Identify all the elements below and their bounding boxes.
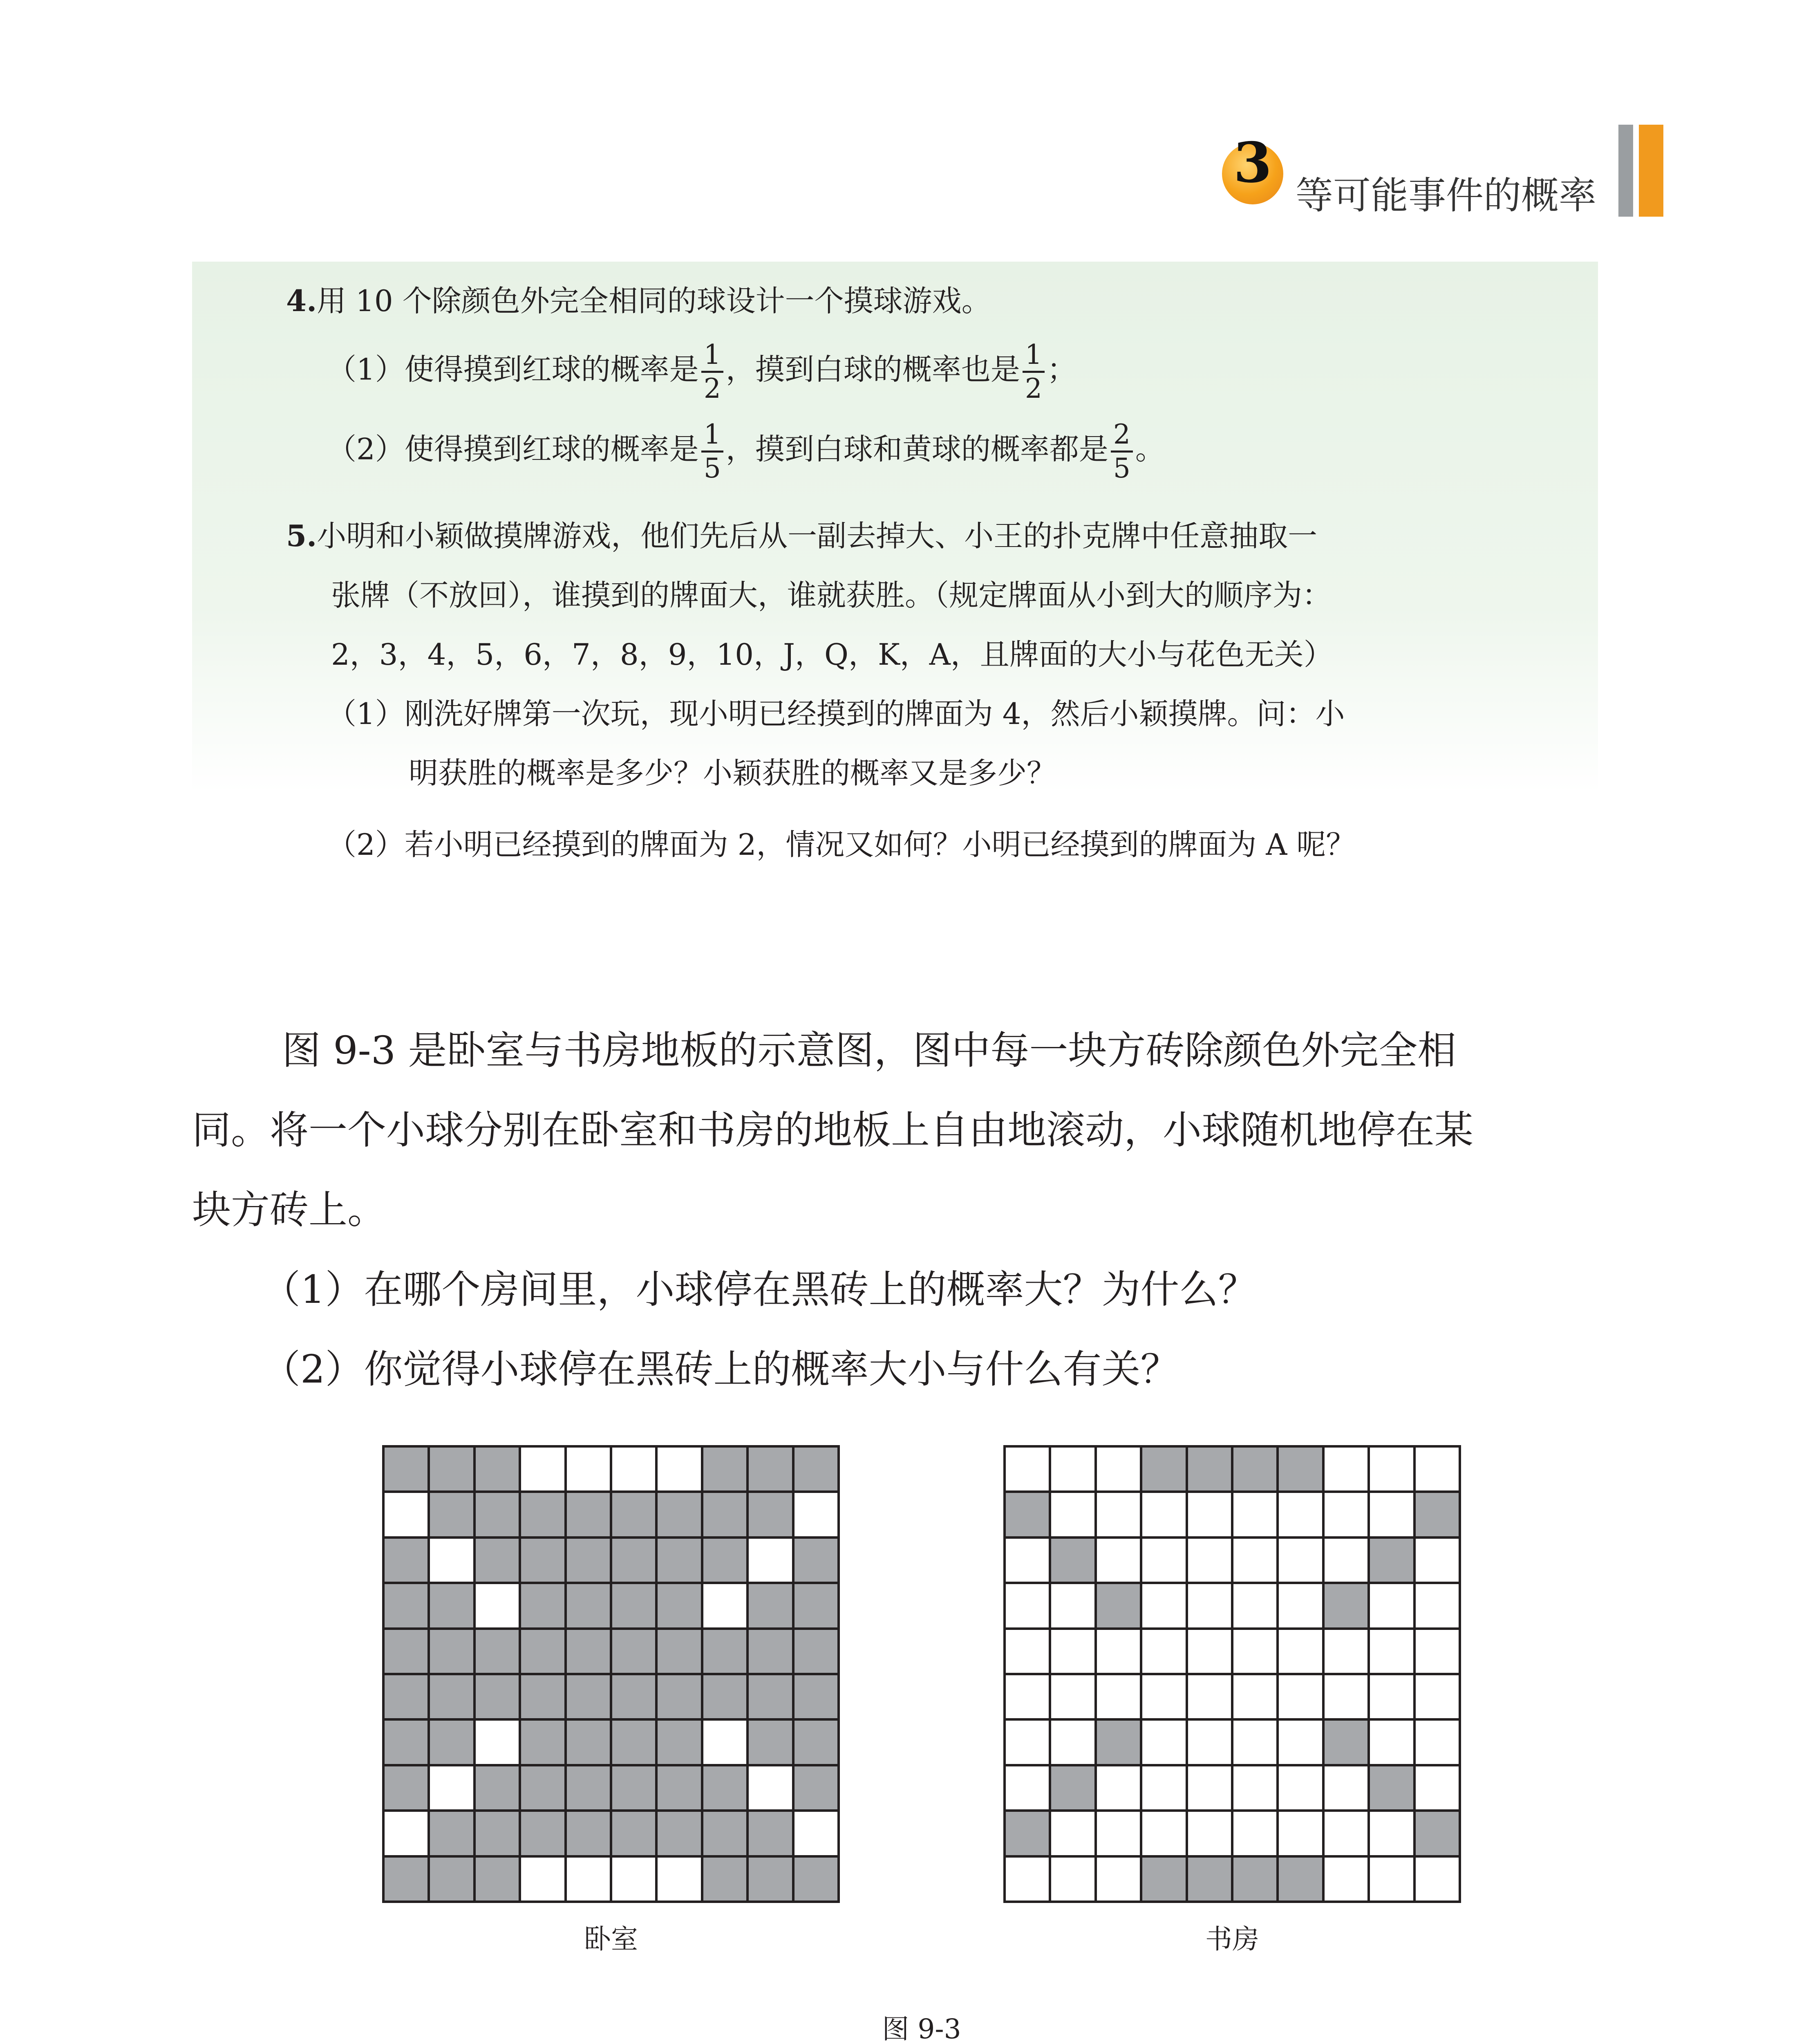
exercise-5-part-1-line-1: （1）刚洗好牌第一次玩，现小明已经摸到的牌面为 4，然后小颖摸牌。问：小 (327, 697, 1345, 731)
dark-tile (658, 1630, 700, 1673)
white-tile (1006, 1584, 1049, 1627)
dark-tile (430, 1448, 473, 1490)
section-title: 等可能事件的概率 (1296, 174, 1597, 217)
white-tile (1325, 1539, 1367, 1582)
white-tile (703, 1721, 746, 1764)
numerator: 1 (701, 421, 723, 453)
dark-tile (1325, 1584, 1367, 1627)
dark-tile (476, 1539, 519, 1582)
dark-tile (567, 1493, 610, 1536)
dark-tile (1051, 1766, 1094, 1809)
white-tile (1188, 1766, 1231, 1809)
dark-tile (658, 1584, 700, 1627)
white-tile (476, 1721, 519, 1764)
white-tile (749, 1539, 792, 1582)
part-label: （1）使得摸到红球的概率是 (327, 352, 699, 387)
white-tile (1416, 1766, 1459, 1809)
dark-tile (385, 1858, 427, 1901)
dark-tile (521, 1766, 564, 1809)
dark-tile (1188, 1858, 1231, 1901)
white-tile (1188, 1493, 1231, 1536)
white-tile (1233, 1812, 1276, 1855)
paragraph-line: 图 9-3 是卧室与书房地板的示意图，图中每一块方砖除颜色外完全相 (282, 1028, 1457, 1073)
dark-tile (1006, 1493, 1049, 1536)
white-tile (1188, 1630, 1231, 1673)
white-tile (1279, 1493, 1322, 1536)
white-tile (612, 1448, 655, 1490)
white-tile (1051, 1630, 1094, 1673)
white-tile (476, 1584, 519, 1627)
white-tile (1188, 1675, 1231, 1718)
dark-tile (476, 1766, 519, 1809)
dark-tile (612, 1493, 655, 1536)
dark-tile (794, 1630, 837, 1673)
dark-tile (385, 1584, 427, 1627)
dark-tile (385, 1721, 427, 1764)
white-tile (430, 1539, 473, 1582)
white-tile (1233, 1584, 1276, 1627)
dark-tile (1233, 1448, 1276, 1490)
numerator: 2 (1111, 421, 1133, 453)
dark-tile (1416, 1493, 1459, 1536)
white-tile (1416, 1675, 1459, 1718)
white-tile (1416, 1448, 1459, 1490)
dark-tile (476, 1630, 519, 1673)
exercise-4-stem (286, 283, 991, 318)
fraction (701, 421, 723, 482)
dark-tile (612, 1721, 655, 1764)
dark-tile (703, 1766, 746, 1809)
dark-tile (794, 1766, 837, 1809)
dark-tile (749, 1858, 792, 1901)
paragraph-line: 同。将一个小球分别在卧室和书房的地板上自由地滚动，小球随机地停在某 (192, 1108, 1474, 1153)
dark-tile (794, 1448, 837, 1490)
dark-tile (476, 1448, 519, 1490)
dark-tile (430, 1721, 473, 1764)
denominator: 2 (1025, 373, 1042, 404)
white-tile (1279, 1812, 1322, 1855)
white-tile (1142, 1766, 1185, 1809)
white-tile (1370, 1493, 1413, 1536)
part-text: ，摸到白球和黄球的概率都是 (725, 432, 1108, 466)
white-tile (1279, 1539, 1322, 1582)
dark-tile (567, 1584, 610, 1627)
dark-tile (476, 1812, 519, 1855)
dark-tile (703, 1858, 746, 1901)
white-tile (1097, 1493, 1140, 1536)
numerator: 1 (701, 341, 723, 373)
white-tile (1279, 1584, 1322, 1627)
white-tile (1006, 1448, 1049, 1490)
white-tile (1051, 1448, 1094, 1490)
white-tile (1097, 1675, 1140, 1718)
white-tile (1097, 1766, 1140, 1809)
white-tile (385, 1493, 427, 1536)
dark-tile (385, 1766, 427, 1809)
white-tile (1006, 1630, 1049, 1673)
question-1: （1）在哪个房间里，小球停在黑砖上的概率大？为什么？ (262, 1267, 1257, 1312)
white-tile (1051, 1812, 1094, 1855)
white-tile (1325, 1675, 1367, 1718)
dark-tile (521, 1721, 564, 1764)
white-tile (1279, 1630, 1322, 1673)
white-tile (1188, 1721, 1231, 1764)
dark-tile (476, 1675, 519, 1718)
white-tile (658, 1448, 700, 1490)
white-tile (1142, 1721, 1185, 1764)
dark-tile (430, 1812, 473, 1855)
white-tile (1325, 1630, 1367, 1673)
white-tile (1370, 1448, 1413, 1490)
dark-tile (521, 1675, 564, 1718)
dark-tile (749, 1448, 792, 1490)
dark-tile (567, 1812, 610, 1855)
dark-tile (1279, 1448, 1322, 1490)
white-tile (1097, 1812, 1140, 1855)
denominator: 5 (1113, 453, 1130, 484)
white-tile (1051, 1584, 1094, 1627)
dark-tile (612, 1630, 655, 1673)
dark-tile (521, 1812, 564, 1855)
white-tile (1233, 1766, 1276, 1809)
dark-tile (703, 1675, 746, 1718)
dark-tile (703, 1812, 746, 1855)
exercise-5-part-2: （2）若小明已经摸到的牌面为 2，情况又如何？小明已经摸到的牌面为 A 呢？ (327, 827, 1356, 862)
dark-tile (567, 1630, 610, 1673)
denominator: 5 (703, 453, 721, 484)
header-gray-bar (1618, 125, 1633, 217)
dark-tile (749, 1812, 792, 1855)
white-tile (1006, 1539, 1049, 1582)
white-tile (1279, 1675, 1322, 1718)
dark-tile (1370, 1766, 1413, 1809)
fraction (1111, 421, 1133, 482)
part-label: （2）使得摸到红球的概率是 (327, 432, 699, 466)
white-tile (1142, 1584, 1185, 1627)
dark-tile (1142, 1448, 1185, 1490)
dark-tile (703, 1539, 746, 1582)
dark-tile (703, 1493, 746, 1536)
question-2: （2）你觉得小球停在黑砖上的概率大小与什么有关？ (262, 1347, 1179, 1392)
study-caption: 书房 (1205, 1923, 1259, 1955)
header-orange-bar (1639, 125, 1663, 217)
dark-tile (1279, 1858, 1322, 1901)
white-tile (1188, 1584, 1231, 1627)
dark-tile (430, 1675, 473, 1718)
white-tile (1233, 1675, 1276, 1718)
paragraph-line: 块方砖上。 (192, 1188, 387, 1233)
exercise-5-part-1-line-2: 明获胜的概率是多少？小颖获胜的概率又是多少？ (409, 756, 1056, 790)
denominator: 2 (703, 373, 721, 404)
dark-tile (1188, 1448, 1231, 1490)
dark-tile (749, 1493, 792, 1536)
white-tile (1370, 1630, 1413, 1673)
dark-tile (794, 1721, 837, 1764)
part-text: ； (1047, 352, 1076, 387)
dark-tile (567, 1675, 610, 1718)
dark-tile (612, 1812, 655, 1855)
dark-tile (703, 1630, 746, 1673)
white-tile (1325, 1858, 1367, 1901)
white-tile (1142, 1630, 1185, 1673)
white-tile (1188, 1539, 1231, 1582)
exercise-5-line-2: 张牌（不放回），谁摸到的牌面大，谁就获胜。（规定牌面从小到大的顺序为： (331, 578, 1332, 612)
white-tile (1233, 1493, 1276, 1536)
dark-tile (794, 1584, 837, 1627)
dark-tile (1097, 1721, 1140, 1764)
exercise-number: 4. (286, 283, 317, 318)
white-tile (1051, 1493, 1094, 1536)
dark-tile (521, 1630, 564, 1673)
bedroom-caption: 卧室 (584, 1923, 638, 1955)
white-tile (1142, 1812, 1185, 1855)
dark-tile (430, 1858, 473, 1901)
white-tile (1233, 1539, 1276, 1582)
white-tile (1370, 1584, 1413, 1627)
dark-tile (658, 1539, 700, 1582)
white-tile (1097, 1630, 1140, 1673)
white-tile (703, 1584, 746, 1627)
white-tile (1051, 1858, 1094, 1901)
white-tile (1370, 1675, 1413, 1718)
white-tile (1325, 1448, 1367, 1490)
white-tile (1325, 1766, 1367, 1809)
dark-tile (476, 1858, 519, 1901)
dark-tile (567, 1539, 610, 1582)
dark-tile (567, 1766, 610, 1809)
dark-tile (521, 1539, 564, 1582)
white-tile (1416, 1721, 1459, 1764)
dark-tile (612, 1766, 655, 1809)
white-tile (1233, 1630, 1276, 1673)
white-tile (1416, 1630, 1459, 1673)
exercise-5-line-3: 2，3，4，5，6，7，8，9，10，J，Q，K，A，且牌面的大小与花色无关） (331, 637, 1333, 672)
dark-tile (385, 1448, 427, 1490)
white-tile (1142, 1675, 1185, 1718)
white-tile (1142, 1539, 1185, 1582)
exercise-text: 小明和小颖做摸牌游戏，他们先后从一副去掉大、小王的扑克牌中任意抽取一 (317, 519, 1318, 553)
exercise-5-line-1 (286, 518, 1318, 553)
dark-tile (430, 1630, 473, 1673)
dark-tile (1097, 1584, 1140, 1627)
dark-tile (1006, 1812, 1049, 1855)
dark-tile (612, 1584, 655, 1627)
dark-tile (749, 1584, 792, 1627)
exercise-text: 用 10 个除颜色外完全相同的球设计一个摸球游戏。 (317, 284, 991, 318)
white-tile (1006, 1858, 1049, 1901)
dark-tile (385, 1675, 427, 1718)
dark-tile (1142, 1858, 1185, 1901)
fraction (701, 341, 723, 402)
dark-tile (794, 1539, 837, 1582)
white-tile (1416, 1858, 1459, 1901)
white-tile (1051, 1675, 1094, 1718)
white-tile (385, 1812, 427, 1855)
dark-tile (1325, 1721, 1367, 1764)
white-tile (1233, 1721, 1276, 1764)
exercise-4-part-1 (327, 341, 1076, 402)
dark-tile (749, 1721, 792, 1764)
dark-tile (521, 1493, 564, 1536)
white-tile (1370, 1721, 1413, 1764)
part-text: 。 (1135, 432, 1165, 466)
exercise-number: 5. (286, 518, 317, 553)
bedroom-floor-grid (382, 1445, 840, 1903)
dark-tile (612, 1539, 655, 1582)
dark-tile (430, 1584, 473, 1627)
white-tile (567, 1448, 610, 1490)
white-tile (1097, 1539, 1140, 1582)
white-tile (794, 1812, 837, 1855)
dark-tile (385, 1539, 427, 1582)
white-tile (1370, 1858, 1413, 1901)
white-tile (430, 1766, 473, 1809)
white-tile (1006, 1766, 1049, 1809)
white-tile (1325, 1493, 1367, 1536)
dark-tile (567, 1721, 610, 1764)
dark-tile (1051, 1539, 1094, 1582)
dark-tile (749, 1630, 792, 1673)
dark-tile (385, 1630, 427, 1673)
part-text: ，摸到白球的概率也是 (725, 352, 1020, 387)
dark-tile (794, 1675, 837, 1718)
white-tile (1142, 1493, 1185, 1536)
dark-tile (658, 1721, 700, 1764)
dark-tile (476, 1493, 519, 1536)
numerator: 1 (1023, 341, 1045, 373)
dark-tile (658, 1766, 700, 1809)
dark-tile (1233, 1858, 1276, 1901)
white-tile (1006, 1721, 1049, 1764)
dark-tile (658, 1675, 700, 1718)
white-tile (749, 1766, 792, 1809)
dark-tile (703, 1448, 746, 1490)
white-tile (1006, 1675, 1049, 1718)
dark-tile (1416, 1812, 1459, 1855)
dark-tile (521, 1584, 564, 1627)
section-number: 3 (1233, 130, 1272, 195)
white-tile (612, 1858, 655, 1901)
study-floor-grid (1003, 1445, 1461, 1903)
white-tile (567, 1858, 610, 1901)
dark-tile (612, 1675, 655, 1718)
white-tile (1416, 1584, 1459, 1627)
white-tile (1370, 1812, 1413, 1855)
white-tile (521, 1858, 564, 1901)
dark-tile (749, 1675, 792, 1718)
white-tile (658, 1858, 700, 1901)
white-tile (1097, 1448, 1140, 1490)
white-tile (1051, 1721, 1094, 1764)
white-tile (1279, 1766, 1322, 1809)
white-tile (1188, 1812, 1231, 1855)
white-tile (1416, 1539, 1459, 1582)
dark-tile (658, 1812, 700, 1855)
white-tile (1325, 1812, 1367, 1855)
white-tile (1097, 1858, 1140, 1901)
dark-tile (658, 1493, 700, 1536)
dark-tile (794, 1858, 837, 1901)
white-tile (794, 1493, 837, 1536)
exercise-4-part-2 (327, 421, 1165, 482)
fraction (1023, 341, 1045, 402)
white-tile (521, 1448, 564, 1490)
dark-tile (430, 1493, 473, 1536)
dark-tile (1370, 1539, 1413, 1582)
white-tile (1279, 1721, 1322, 1764)
figure-caption: 图 9-3 (882, 2013, 961, 2044)
